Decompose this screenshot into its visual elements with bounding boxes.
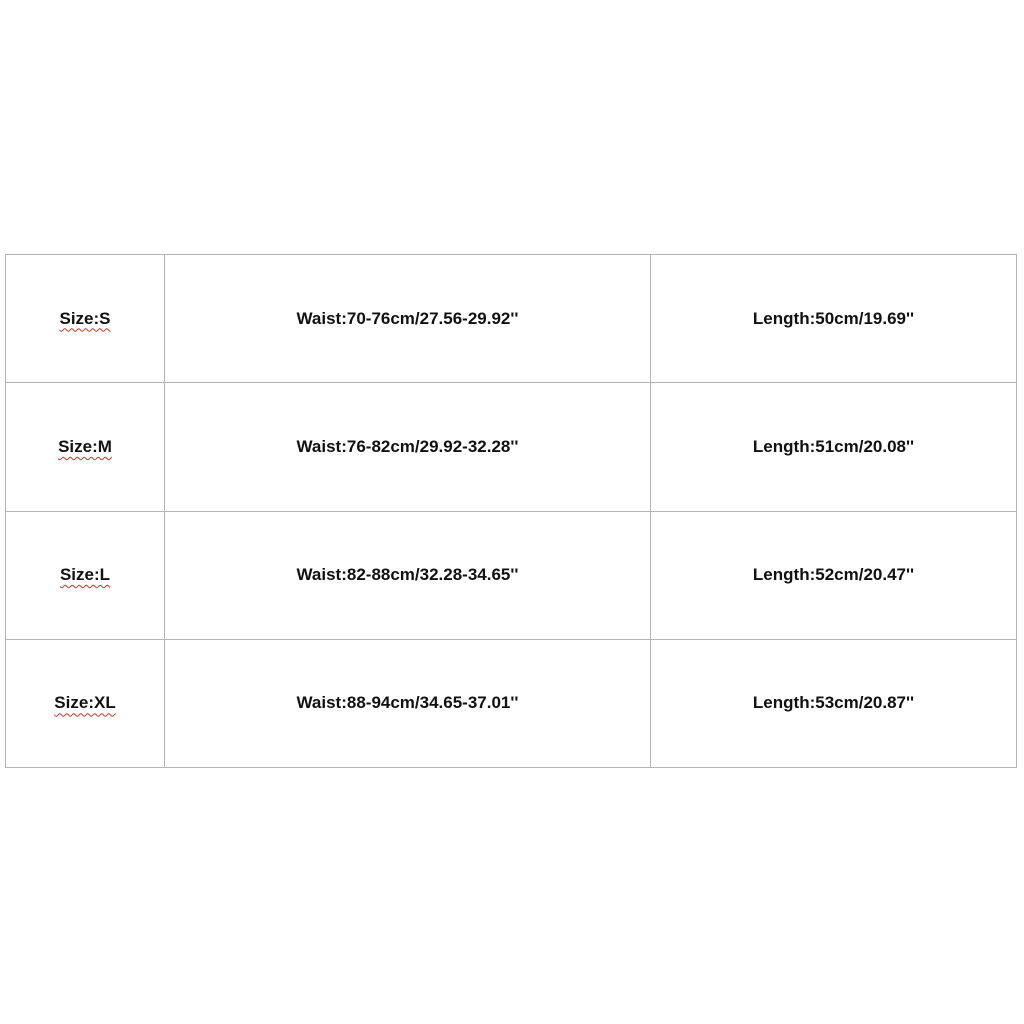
waist-value: Waist:82-88cm/32.28-34.65'': [296, 565, 519, 585]
length-cell: [651, 383, 1017, 511]
waist-value: Waist:70-76cm/27.56-29.92'': [296, 308, 519, 328]
size-label: Size:S: [59, 308, 111, 328]
length-cell: [651, 255, 1017, 383]
table-row: [6, 255, 1017, 383]
length-value: Length:53cm/20.87'': [752, 693, 915, 713]
size-cell: [6, 639, 165, 767]
length-cell: [651, 639, 1017, 767]
waist-value: Waist:88-94cm/34.65-37.01'': [296, 693, 519, 713]
size-label: Size:M: [58, 436, 112, 456]
size-cell: [6, 511, 165, 639]
size-label: Size:L: [59, 565, 111, 585]
size-label: Size:XL: [54, 693, 116, 713]
waist-cell: [165, 511, 651, 639]
length-value: Length:52cm/20.47'': [752, 565, 915, 585]
table-row: [6, 639, 1017, 767]
size-chart-table: [5, 254, 1017, 768]
table-row: [6, 511, 1017, 639]
waist-value: Waist:76-82cm/29.92-32.28'': [296, 436, 519, 456]
length-value: Length:50cm/19.69'': [752, 308, 915, 328]
waist-cell: [165, 255, 651, 383]
table-row: [6, 383, 1017, 511]
size-cell: [6, 383, 165, 511]
waist-cell: [165, 639, 651, 767]
length-cell: [651, 511, 1017, 639]
length-value: Length:51cm/20.08'': [752, 436, 915, 456]
waist-cell: [165, 383, 651, 511]
size-cell: [6, 255, 165, 383]
